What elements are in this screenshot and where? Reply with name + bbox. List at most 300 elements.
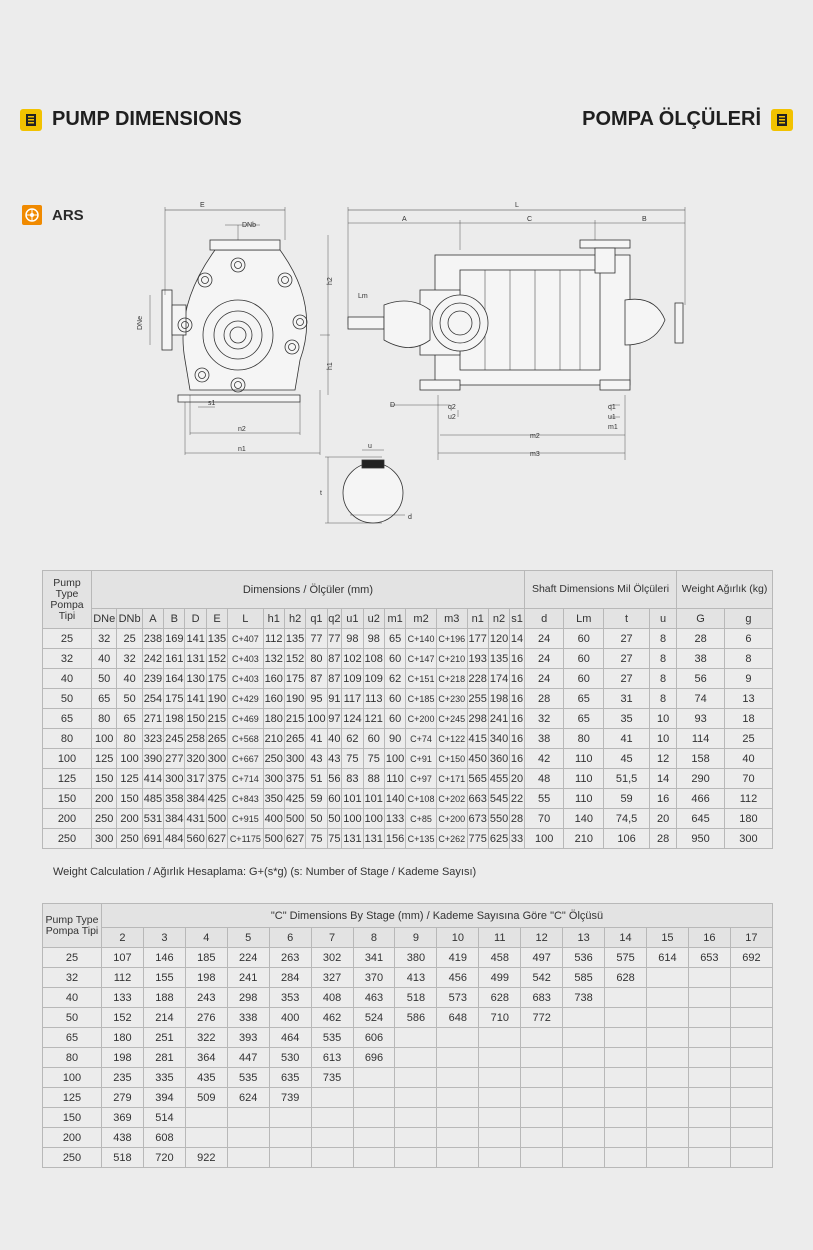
table-cell: 131	[185, 649, 206, 669]
table-cell: 28	[524, 689, 564, 709]
table-cell: 536	[563, 948, 605, 968]
table-cell: 518	[395, 988, 437, 1008]
table-cell: 125	[43, 769, 92, 789]
page-title-en	[20, 108, 242, 131]
table-cell: 60	[564, 649, 604, 669]
table-cell	[646, 1088, 688, 1108]
table-cell: C+200	[436, 809, 467, 829]
table-cell: 100	[117, 749, 142, 769]
dim-label-m2: m2	[530, 433, 540, 440]
table-cell: 691	[142, 829, 163, 849]
dim-label-n2: n2	[238, 426, 246, 433]
table-cell: 462	[311, 1008, 353, 1028]
table-row	[43, 789, 773, 809]
column-header: E	[206, 609, 227, 629]
table-cell	[185, 1108, 227, 1128]
table-cell: C+843	[228, 789, 263, 809]
table-cell: 110	[384, 769, 405, 789]
table-cell: 531	[142, 809, 163, 829]
dim-label-u1: u1	[608, 414, 616, 421]
table-row	[43, 1128, 773, 1148]
stage-column-header: 16	[688, 928, 730, 948]
table-cell	[730, 1048, 772, 1068]
table-cell: 224	[227, 948, 269, 968]
table-cell	[730, 1068, 772, 1088]
table-cell	[269, 1148, 311, 1168]
table-cell: 300	[92, 829, 117, 849]
dim-label-lm: Lm	[358, 293, 368, 300]
table-cell: 43	[327, 749, 342, 769]
dim-label-e: E	[200, 202, 205, 209]
table-cell: 341	[353, 948, 395, 968]
table-cell: 20	[650, 809, 677, 829]
stage-column-header: 17	[730, 928, 772, 948]
table-cell: 90	[384, 729, 405, 749]
table-cell: 263	[269, 948, 311, 968]
dim-label-s1: s1	[208, 400, 216, 407]
table-cell: 112	[102, 968, 144, 988]
table-cell	[688, 968, 730, 988]
table-cell: C+403	[228, 669, 263, 689]
table-cell: C+140	[406, 629, 437, 649]
table-cell: 250	[92, 809, 117, 829]
table-cell: 565	[467, 769, 488, 789]
table-cell: 75	[342, 749, 363, 769]
table-row	[43, 809, 773, 829]
table-cell: C+196	[436, 629, 467, 649]
table-cell	[437, 1128, 479, 1148]
table-cell: 193	[467, 649, 488, 669]
table-cell	[563, 1068, 605, 1088]
table-cell: 375	[206, 769, 227, 789]
stage-column-header: 10	[437, 928, 479, 948]
table-row	[43, 1068, 773, 1088]
table-cell: 575	[605, 948, 647, 968]
table-cell: 16	[510, 649, 525, 669]
table-cell: 60	[384, 709, 405, 729]
column-header: G	[677, 609, 725, 629]
table-cell: 239	[142, 669, 163, 689]
table-cell	[563, 1088, 605, 1108]
table-cell: 75	[327, 829, 342, 849]
table-cell: 255	[467, 689, 488, 709]
table-row	[43, 729, 773, 749]
table-cell	[521, 1108, 563, 1128]
table-cell	[730, 1128, 772, 1148]
table-row	[43, 829, 773, 849]
table-cell: 87	[306, 669, 327, 689]
stage-column-header: 6	[269, 928, 311, 948]
shaft-section-view	[325, 450, 405, 523]
table-cell: C+91	[406, 749, 437, 769]
table-cell	[646, 1148, 688, 1168]
table-cell: 160	[263, 689, 284, 709]
table-cell	[563, 1048, 605, 1068]
table-cell: 150	[117, 789, 142, 809]
table-cell: 298	[227, 988, 269, 1008]
table-cell: 250	[263, 749, 284, 769]
table-cell: 40	[43, 988, 102, 1008]
table-cell: 133	[102, 988, 144, 1008]
table-cell: 110	[564, 789, 604, 809]
table-cell: C+171	[436, 769, 467, 789]
table-cell	[563, 1008, 605, 1028]
table-cell: 627	[206, 829, 227, 849]
column-header: u	[650, 609, 677, 629]
table-cell	[605, 1108, 647, 1128]
table-cell: 645	[677, 809, 725, 829]
table-cell: 340	[488, 729, 509, 749]
table-row	[43, 689, 773, 709]
table-cell: 518	[102, 1148, 144, 1168]
table-cell: 514	[143, 1108, 185, 1128]
table-cell: 25	[43, 948, 102, 968]
table-cell: 100	[43, 1068, 102, 1088]
table-cell: 28	[510, 809, 525, 829]
table-cell: 100	[363, 809, 384, 829]
table-cell: 91	[327, 689, 342, 709]
table-cell	[437, 1068, 479, 1088]
page-title-tr	[582, 108, 793, 131]
table-cell: C+151	[406, 669, 437, 689]
table-cell: C+429	[228, 689, 263, 709]
table-cell: C+568	[228, 729, 263, 749]
table-cell: 320	[185, 749, 206, 769]
table-cell	[521, 1048, 563, 1068]
table-cell: 735	[311, 1068, 353, 1088]
table-cell: C+108	[406, 789, 437, 809]
table-cell: 100	[92, 729, 117, 749]
table-cell: 369	[102, 1108, 144, 1128]
table-cell: 190	[284, 689, 305, 709]
table-cell	[646, 1068, 688, 1088]
table-cell: 100	[342, 809, 363, 829]
table-cell: 648	[437, 1008, 479, 1028]
table-cell: 27	[604, 669, 650, 689]
dimensions-header: Dimensions / Ölçüler (mm)	[92, 571, 525, 609]
table-row	[43, 968, 773, 988]
table-cell: 16	[510, 729, 525, 749]
table-cell: 535	[227, 1068, 269, 1088]
table-cell: 380	[395, 948, 437, 968]
table-cell: 258	[185, 729, 206, 749]
table-cell: 169	[164, 629, 185, 649]
table-cell	[395, 1148, 437, 1168]
table-cell: 88	[363, 769, 384, 789]
table-cell: 198	[164, 709, 185, 729]
table-cell: C+122	[436, 729, 467, 749]
table-cell: 8	[650, 649, 677, 669]
table-cell: 375	[284, 769, 305, 789]
table-cell: 10	[650, 729, 677, 749]
table-cell: 500	[284, 809, 305, 829]
column-header: n1	[467, 609, 488, 629]
table-cell: 9	[724, 669, 772, 689]
table-cell: 31	[604, 689, 650, 709]
table-cell: 97	[327, 709, 342, 729]
column-header: t	[604, 609, 650, 629]
table-cell: 394	[143, 1088, 185, 1108]
table-cell: 624	[227, 1088, 269, 1108]
table-cell: 131	[342, 829, 363, 849]
table-cell: 458	[479, 948, 521, 968]
stage-column-header: 4	[185, 928, 227, 948]
table-cell: 431	[185, 809, 206, 829]
table-cell: 135	[284, 629, 305, 649]
column-header: m1	[384, 609, 405, 629]
table-cell	[605, 1148, 647, 1168]
table-cell	[227, 1108, 269, 1128]
table-cell: 300	[164, 769, 185, 789]
table-cell: 180	[263, 709, 284, 729]
stage-column-header: 7	[311, 928, 353, 948]
table-cell: 300	[284, 749, 305, 769]
table-cell: 25	[43, 629, 92, 649]
table-row	[43, 749, 773, 769]
table-cell: 400	[263, 809, 284, 829]
table-cell	[311, 1108, 353, 1128]
table-cell: 152	[284, 649, 305, 669]
table-cell: 130	[185, 669, 206, 689]
table-cell: C+218	[436, 669, 467, 689]
table-cell	[227, 1128, 269, 1148]
table-cell	[605, 1128, 647, 1148]
table-cell: 40	[117, 669, 142, 689]
table-cell	[521, 1028, 563, 1048]
table-cell: 40	[327, 729, 342, 749]
table-cell: 300	[206, 749, 227, 769]
table-cell	[353, 1088, 395, 1108]
stage-column-header: 15	[646, 928, 688, 948]
table-cell: 100	[524, 829, 564, 849]
table-cell: 210	[564, 829, 604, 849]
table-cell: 62	[342, 729, 363, 749]
table-cell: C+915	[228, 809, 263, 829]
table-cell: C+245	[436, 709, 467, 729]
table-row	[43, 948, 773, 968]
table-cell	[646, 1108, 688, 1128]
table-row	[43, 709, 773, 729]
table-cell: 509	[185, 1088, 227, 1108]
table-cell: C+714	[228, 769, 263, 789]
stage-column-header: 14	[605, 928, 647, 948]
table-cell: 45	[604, 749, 650, 769]
table-cell	[605, 1028, 647, 1048]
table-cell: 65	[564, 709, 604, 729]
table-cell: 14	[650, 769, 677, 789]
table-cell: 200	[43, 809, 92, 829]
table-cell: 150	[43, 789, 92, 809]
table-cell: 112	[724, 789, 772, 809]
table-cell: 692	[730, 948, 772, 968]
table-cell: 140	[564, 809, 604, 829]
table-cell: 156	[384, 829, 405, 849]
table-cell: 152	[206, 649, 227, 669]
column-header: h2	[284, 609, 305, 629]
table-cell: 33	[510, 829, 525, 849]
table-cell: 279	[102, 1088, 144, 1108]
stage-column-header: 5	[227, 928, 269, 948]
table-cell: 210	[263, 729, 284, 749]
table-cell: 530	[269, 1048, 311, 1068]
table-cell: 152	[102, 1008, 144, 1028]
table-cell: 113	[363, 689, 384, 709]
table-cell: C+262	[436, 829, 467, 849]
table-cell: 335	[143, 1068, 185, 1088]
dim-label-c: C	[527, 216, 533, 223]
table-cell: 80	[92, 709, 117, 729]
table-cell: C+147	[406, 649, 437, 669]
table-cell: 133	[384, 809, 405, 829]
table-cell: 450	[467, 749, 488, 769]
table-cell: 497	[521, 948, 563, 968]
table-cell	[730, 1028, 772, 1048]
table-cell: 455	[488, 769, 509, 789]
table-cell: 606	[353, 1028, 395, 1048]
table-cell	[730, 1148, 772, 1168]
stage-column-header: 12	[521, 928, 563, 948]
table-cell: C+403	[228, 649, 263, 669]
table-cell	[563, 1148, 605, 1168]
table-cell: 323	[142, 729, 163, 749]
pump-type-header: Pump Type Pompa Tipi	[43, 904, 102, 948]
column-header: n2	[488, 609, 509, 629]
table-cell: 65	[43, 1028, 102, 1048]
table-cell: 108	[363, 649, 384, 669]
table-row	[43, 1088, 773, 1108]
column-header: u2	[363, 609, 384, 629]
table-cell: 140	[384, 789, 405, 809]
table-cell: 400	[269, 1008, 311, 1028]
table-cell	[479, 1048, 521, 1068]
table-cell	[395, 1028, 437, 1048]
table-cell: 50	[327, 809, 342, 829]
table-cell: 48	[524, 769, 564, 789]
table-cell: 38	[677, 649, 725, 669]
column-header: q2	[327, 609, 342, 629]
table-cell: C+74	[406, 729, 437, 749]
table-cell: 114	[677, 729, 725, 749]
table-cell	[605, 988, 647, 1008]
table-cell: 55	[524, 789, 564, 809]
table-cell	[437, 1028, 479, 1048]
table-cell: C+407	[228, 629, 263, 649]
table-cell: 696	[353, 1048, 395, 1068]
table-cell: 370	[353, 968, 395, 988]
table-cell: 150	[92, 769, 117, 789]
table-cell: 535	[311, 1028, 353, 1048]
table-cell: C+667	[228, 749, 263, 769]
table-cell: 100	[384, 749, 405, 769]
dimensions-table	[42, 570, 773, 849]
pump-fan-icon	[22, 205, 42, 225]
table-cell: 16	[510, 709, 525, 729]
table-cell: 100	[306, 709, 327, 729]
table-cell: 200	[43, 1128, 102, 1148]
table-cell: 65	[564, 689, 604, 709]
table-cell: 524	[353, 1008, 395, 1028]
table-cell: 500	[263, 829, 284, 849]
table-cell: 101	[363, 789, 384, 809]
book-icon	[771, 109, 793, 131]
table-cell: 413	[395, 968, 437, 988]
table-cell: 141	[185, 689, 206, 709]
dim-label-n1: n1	[238, 446, 246, 453]
table-cell	[395, 1068, 437, 1088]
table-cell: 141	[185, 629, 206, 649]
table-cell: 950	[677, 829, 725, 849]
table-cell: 241	[227, 968, 269, 988]
table-cell	[646, 1048, 688, 1068]
table-cell: 408	[311, 988, 353, 1008]
table-cell	[563, 1128, 605, 1148]
dim-label-m1: m1	[608, 424, 618, 431]
table-cell: 8	[650, 689, 677, 709]
table-cell: 50	[117, 689, 142, 709]
table-cell: 300	[263, 769, 284, 789]
table-cell: 214	[143, 1008, 185, 1028]
table-cell: 20	[510, 769, 525, 789]
table-cell	[563, 1028, 605, 1048]
table-cell: 484	[164, 829, 185, 849]
table-cell: 32	[43, 649, 92, 669]
table-cell: 175	[206, 669, 227, 689]
table-cell: 60	[384, 689, 405, 709]
table-cell: 107	[102, 948, 144, 968]
table-cell: 18	[724, 709, 772, 729]
table-cell: 60	[384, 649, 405, 669]
table-cell: 32	[117, 649, 142, 669]
table-cell	[353, 1108, 395, 1128]
table-cell: 242	[142, 649, 163, 669]
dim-label-a: A	[402, 216, 407, 223]
dim-label-dne: DNe	[137, 315, 144, 330]
column-header: u1	[342, 609, 363, 629]
table-cell: 298	[467, 709, 488, 729]
table-cell: 284	[269, 968, 311, 988]
table-cell	[269, 1108, 311, 1128]
table-cell: 265	[206, 729, 227, 749]
column-header: L	[228, 609, 263, 629]
table-cell: 175	[164, 689, 185, 709]
table-cell: 281	[143, 1048, 185, 1068]
stage-column-header: 2	[102, 928, 144, 948]
table-cell: 65	[384, 629, 405, 649]
table-cell: 50	[306, 809, 327, 829]
table-cell: 560	[185, 829, 206, 849]
table-cell: C+230	[436, 689, 467, 709]
table-cell: 245	[164, 729, 185, 749]
table-cell: 102	[342, 649, 363, 669]
table-cell: 250	[43, 829, 92, 849]
table-cell: 277	[164, 749, 185, 769]
table-cell	[688, 1148, 730, 1168]
series-name: ARS	[52, 206, 84, 224]
table-cell: 42	[524, 749, 564, 769]
table-cell: C+202	[436, 789, 467, 809]
table-cell: 100	[43, 749, 92, 769]
table-cell: 425	[206, 789, 227, 809]
table-cell: 251	[143, 1028, 185, 1048]
table-cell	[521, 1128, 563, 1148]
table-cell	[605, 1048, 647, 1068]
stage-column-header: 9	[395, 928, 437, 948]
dim-label-d-shaft: d	[408, 514, 412, 521]
table-cell: 254	[142, 689, 163, 709]
table-cell	[688, 1048, 730, 1068]
column-header: s1	[510, 609, 525, 629]
table-cell: 188	[143, 988, 185, 1008]
